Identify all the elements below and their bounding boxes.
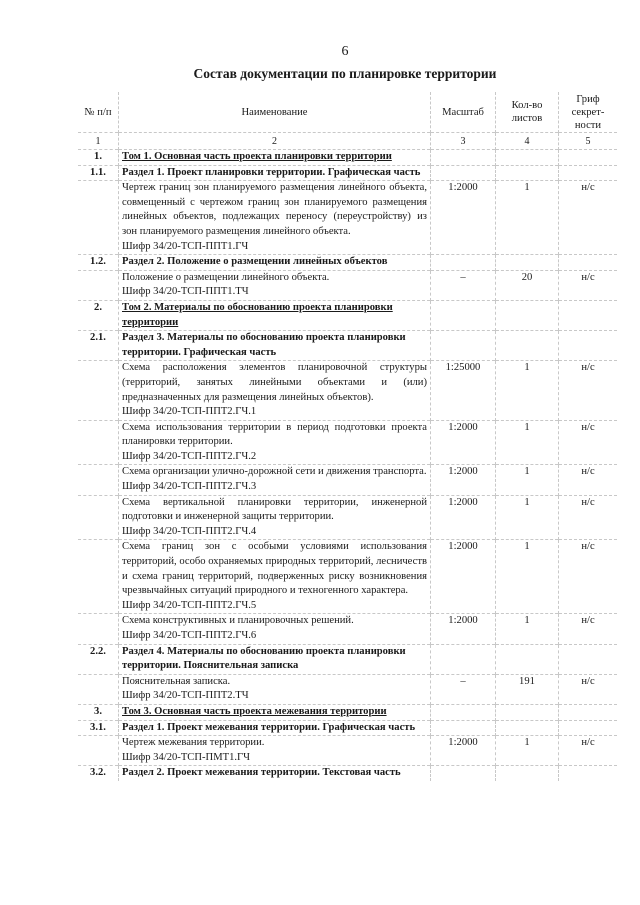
header-sheets: Кол-во листов — [496, 92, 559, 133]
row-number — [78, 540, 119, 614]
item-name — [119, 540, 431, 614]
section-title: Раздел 3. Материалы по обоснованию проекта планировки территории. Графическая часть — [119, 331, 431, 361]
table-row — [78, 270, 617, 300]
item-scale: 1:2000 — [431, 614, 496, 644]
row-number — [78, 361, 119, 420]
column-index-row — [78, 133, 617, 150]
item-cipher: Шифр 34/20-ТСП-ПМТ1.ГЧ — [122, 751, 251, 763]
item-name — [119, 614, 431, 644]
row-number — [78, 614, 119, 644]
documentation-table — [78, 92, 617, 781]
item-sheets: 191 — [496, 674, 559, 704]
section-row — [78, 255, 617, 271]
volume-title: Том 2. Материалы по обоснованию проекта планировки территории — [119, 300, 431, 330]
section-title: Раздел 4. Материалы по обоснованию проекта планировки территории. Пояснительная записка — [119, 644, 431, 674]
empty-cell — [559, 644, 618, 674]
empty-cell — [559, 150, 618, 166]
section-row — [78, 720, 617, 736]
row-number — [78, 181, 119, 255]
section-title: Раздел 2. Положение о размещении линейных объектов — [119, 255, 431, 271]
row-number — [78, 674, 119, 704]
item-title: Схема организации улично-дорожной сети и движения транспорта. — [122, 466, 427, 478]
empty-cell — [559, 255, 618, 271]
empty-cell — [431, 704, 496, 720]
table-row — [78, 736, 617, 766]
item-cipher: Шифр 34/20-ТСП-ППТ2.ГЧ.6 — [122, 630, 257, 641]
empty-cell — [496, 255, 559, 271]
item-scale: 1:2000 — [431, 495, 496, 540]
section-row — [78, 331, 617, 361]
column-index: 4 — [496, 133, 559, 150]
section-number: 1.2. — [78, 255, 119, 271]
item-cipher: Шифр 34/20-ТСП-ППТ2.ГЧ.2 — [122, 450, 257, 462]
volume-row — [78, 300, 617, 330]
empty-cell — [496, 644, 559, 674]
table-row — [78, 420, 617, 465]
item-sheets: 1 — [496, 181, 559, 255]
empty-cell — [431, 165, 496, 181]
row-number — [78, 270, 119, 300]
empty-cell — [431, 644, 496, 674]
item-scale: 1:2000 — [431, 420, 496, 465]
table-row — [78, 540, 617, 614]
item-scale: 1:2000 — [431, 181, 496, 255]
item-grif: н/с — [559, 736, 618, 766]
table-row — [78, 465, 617, 495]
empty-cell — [496, 720, 559, 736]
item-cipher: Шифр 34/20-ТСП-ППТ2.ГЧ.5 — [122, 599, 257, 611]
section-number: 2.2. — [78, 644, 119, 674]
table-body — [78, 150, 617, 781]
item-name — [119, 674, 431, 704]
item-title: Пояснительная записка. — [122, 675, 231, 687]
table-row — [78, 495, 617, 540]
column-index: 5 — [559, 133, 618, 150]
empty-cell — [496, 704, 559, 720]
section-row — [78, 766, 617, 781]
empty-cell — [559, 766, 618, 781]
item-scale: 1:25000 — [431, 361, 496, 420]
empty-cell — [559, 300, 618, 330]
item-sheets: 1 — [496, 495, 559, 540]
empty-cell — [496, 300, 559, 330]
section-number: 2.1. — [78, 331, 119, 361]
item-title: Схема использования территории в период подготовки проекта планировки территории. — [122, 421, 427, 448]
item-title: Положение о размещении линейного объекта. — [122, 271, 330, 283]
empty-cell — [559, 704, 618, 720]
empty-cell — [431, 720, 496, 736]
section-row — [78, 644, 617, 674]
empty-cell — [431, 766, 496, 781]
column-index: 3 — [431, 133, 496, 150]
item-cipher: Шифр 34/20-ТСП-ППТ2.ТЧ — [122, 690, 249, 702]
item-scale: 1:2000 — [431, 465, 496, 495]
header-num: № п/п — [78, 92, 119, 133]
item-title: Схема расположения элементов планировочной структуры (территорий, занятых линейными объектами и (или) предназначенных для размещения линейных объектов). — [122, 362, 427, 403]
empty-cell — [496, 331, 559, 361]
item-grif: н/с — [559, 181, 618, 255]
item-scale: 1:2000 — [431, 736, 496, 766]
section-title: Раздел 1. Проект планировки территории. Графическая часть — [119, 165, 431, 181]
column-index: 2 — [119, 133, 431, 150]
item-grif: н/с — [559, 495, 618, 540]
item-name — [119, 736, 431, 766]
table-header-row — [78, 92, 617, 133]
item-grif: н/с — [559, 465, 618, 495]
item-sheets: 1 — [496, 465, 559, 495]
section-row — [78, 165, 617, 181]
item-sheets: 20 — [496, 270, 559, 300]
volume-title: Том 1. Основная часть проекта планировки территории — [119, 150, 431, 166]
item-sheets: 1 — [496, 540, 559, 614]
item-title: Схема конструктивных и планировочных решений. — [122, 615, 354, 627]
item-sheets: 1 — [496, 420, 559, 465]
item-sheets: 1 — [496, 736, 559, 766]
item-name — [119, 181, 431, 255]
empty-cell — [559, 331, 618, 361]
header-name: Наименование — [119, 92, 431, 133]
item-name — [119, 420, 431, 465]
row-number — [78, 420, 119, 465]
table-row — [78, 361, 617, 420]
row-number — [78, 465, 119, 495]
volume-row — [78, 704, 617, 720]
header-scale: Масштаб — [431, 92, 496, 133]
table-row — [78, 674, 617, 704]
item-grif: н/с — [559, 270, 618, 300]
item-scale: 1:2000 — [431, 540, 496, 614]
item-grif: н/с — [559, 540, 618, 614]
row-number — [78, 495, 119, 540]
item-cipher: Шифр 34/20-ТСП-ППТ2.ГЧ.4 — [122, 525, 257, 537]
item-sheets: 1 — [496, 361, 559, 420]
item-scale: – — [431, 270, 496, 300]
table-row — [78, 181, 617, 255]
page-number: 6 — [341, 44, 349, 59]
section-title: Раздел 2. Проект межевания территории. Текстовая часть — [119, 766, 431, 781]
item-grif: н/с — [559, 674, 618, 704]
table-row — [78, 614, 617, 644]
empty-cell — [431, 255, 496, 271]
empty-cell — [496, 766, 559, 781]
empty-cell — [496, 165, 559, 181]
empty-cell — [431, 300, 496, 330]
item-grif: н/с — [559, 614, 618, 644]
empty-cell — [559, 720, 618, 736]
section-title: Раздел 1. Проект межевания территории. Графическая часть — [119, 720, 431, 736]
empty-cell — [559, 165, 618, 181]
page-title: Состав документации по планировке территории — [193, 66, 497, 81]
section-number: 3.1. — [78, 720, 119, 736]
item-cipher: Шифр 34/20-ТСП-ППТ1.ГЧ — [122, 240, 249, 252]
item-name — [119, 495, 431, 540]
item-sheets: 1 — [496, 614, 559, 644]
item-name — [119, 361, 431, 420]
volume-title: Том 3. Основная часть проекта межевания территории — [119, 704, 431, 720]
section-number: 1.1. — [78, 165, 119, 181]
item-grif: н/с — [559, 361, 618, 420]
column-index: 1 — [78, 133, 119, 150]
volume-number: 3. — [78, 704, 119, 720]
item-title: Чертеж границ зон планируемого размещения линейного объекта, совмещенный с чертежом границ зон планируемого размещения линейных объектов, подлежащих переносу (переустройству) из зон планируемого размещения линейного объекта. — [122, 182, 427, 237]
row-number — [78, 736, 119, 766]
item-grif: н/с — [559, 420, 618, 465]
item-title: Схема границ зон с особыми условиями использования территорий, особо охраняемых природных территорий, лесничеств и схема границ территорий, подверженных риску возникновения чрезвычайных ситуаций природного и техногенного характера. — [122, 541, 427, 597]
item-title: Чертеж межевания территории. — [122, 737, 265, 749]
section-number: 3.2. — [78, 766, 119, 781]
item-name — [119, 465, 431, 495]
item-cipher: Шифр 34/20-ТСП-ППТ1.ТЧ — [122, 286, 249, 298]
item-cipher: Шифр 34/20-ТСП-ППТ2.ГЧ.3 — [122, 481, 257, 493]
empty-cell — [496, 150, 559, 166]
empty-cell — [431, 150, 496, 166]
volume-row — [78, 150, 617, 166]
volume-number: 1. — [78, 150, 119, 166]
item-title: Схема вертикальной планировки территории, инженерной подготовки и инженерной защиты территории. — [122, 496, 427, 523]
item-name — [119, 270, 431, 300]
empty-cell — [431, 331, 496, 361]
header-grif: Гриф секрет-ности — [559, 92, 618, 133]
item-scale: – — [431, 674, 496, 704]
item-cipher: Шифр 34/20-ТСП-ППТ2.ГЧ.1 — [122, 406, 257, 418]
volume-number: 2. — [78, 300, 119, 330]
